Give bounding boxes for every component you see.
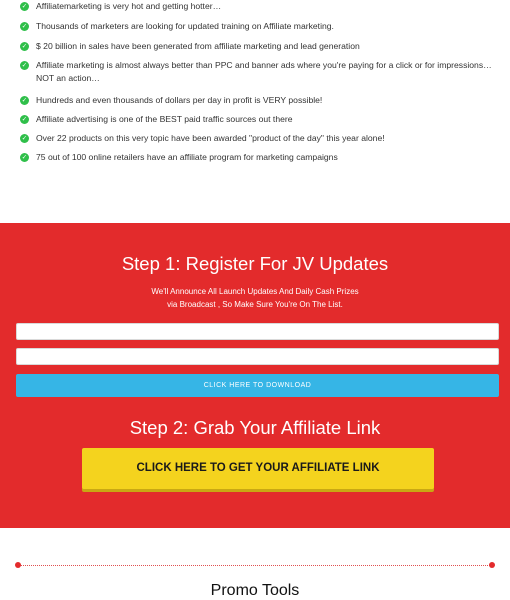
check-circle-icon: ✓	[21, 115, 28, 123]
step1-heading: Step 1: Register For JV Updates	[121, 253, 389, 274]
list-item-text: Affiliate advertising is one of the BEST paid traffic sources out there	[36, 114, 293, 124]
list-item-text: 75 out of 100 online retailers have an affiliate program for marketing campaigns	[36, 152, 338, 162]
list-item-text: $ 20 billion in sales have been generated from affiliate marketing and lead generation	[36, 41, 360, 51]
divider-dot-left	[15, 562, 21, 568]
jv-registration-section	[0, 223, 510, 528]
list-item	[20, 59, 500, 85]
list-item-text: Over 22 products on this very topic have been awarded "product of the day" this year alone!	[36, 133, 385, 143]
list-item	[20, 151, 338, 164]
list-item	[20, 40, 360, 53]
check-circle-icon: ✓	[21, 134, 28, 142]
check-circle-icon: ✓	[21, 22, 28, 30]
affiliate-link-button[interactable]: CLICK HERE TO GET YOUR AFFILIATE LINK	[82, 448, 434, 489]
list-item	[20, 20, 334, 33]
email-field[interactable]	[16, 348, 499, 365]
step1-subtitle-line2: via Broadcast , So Make Sure You're On The List.	[167, 300, 343, 309]
list-item-text: Affiliatemarketing is very hot and getting hotter…	[36, 1, 222, 11]
list-item-text: Hundreds and even thousands of dollars per day in profit is VERY possible!	[36, 95, 323, 105]
step1-subtitle-line1: We'll Announce All Launch Updates And Daily Cash Prizes	[151, 287, 359, 296]
promo-tools-heading: Promo Tools	[210, 582, 300, 599]
step1-subtitle	[0, 285, 510, 311]
list-item-text: Thousands of marketers are looking for updated training on Affiliate marketing.	[36, 21, 334, 31]
list-item	[20, 94, 322, 107]
check-circle-icon: ✓	[21, 61, 28, 69]
check-circle-icon: ✓	[21, 42, 28, 50]
list-item	[20, 113, 293, 126]
download-button[interactable]: CLICK HERE TO DOWNLOAD	[16, 374, 499, 397]
list-item	[20, 132, 385, 145]
name-field[interactable]	[16, 323, 499, 340]
check-circle-icon: ✓	[21, 96, 28, 104]
list-item-text: Affiliate marketing is almost always better than PPC and banner ads where you're paying for a click or for impressions… NOT an action…	[36, 60, 492, 83]
step2-heading: Step 2: Grab Your Affiliate Link	[129, 417, 381, 438]
section-divider	[18, 565, 492, 566]
check-circle-icon: ✓	[21, 2, 28, 10]
check-circle-icon: ✓	[21, 153, 28, 161]
divider-dot-right	[489, 562, 495, 568]
list-item	[20, 0, 221, 13]
